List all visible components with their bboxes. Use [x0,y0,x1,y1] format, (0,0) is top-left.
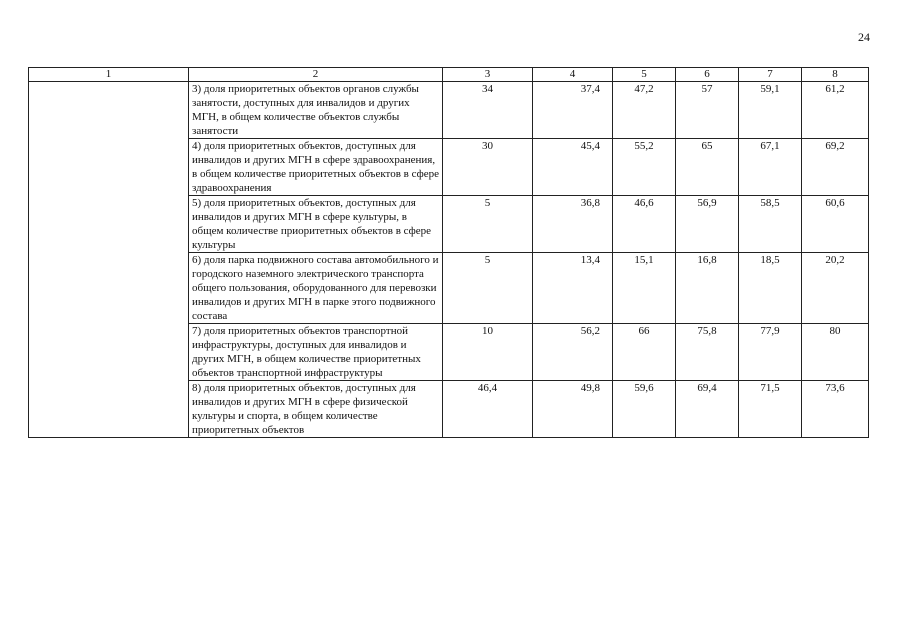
row-description: 6) доля парка подвижного состава автомобильного и городского наземного электрического транспорта общего пользования, оборудованного для перевозки инвалидов и других МГН в парке этого подвижного состава [189,253,443,324]
header-cell-8: 8 [802,68,869,82]
value-col-5: 15,1 [613,253,676,324]
value-col-6: 69,4 [676,381,739,438]
value-col-4: 49,8 [533,381,613,438]
row-description: 8) доля приоритетных объектов, доступных для инвалидов и других МГН в сфере физической культуры и спорта, в общем количестве приоритетных объектов [189,381,443,438]
value-col-6: 56,9 [676,196,739,253]
value-col-3: 5 [443,253,533,324]
value-col-7: 18,5 [739,253,802,324]
header-cell-6: 6 [676,68,739,82]
value-col-4: 36,8 [533,196,613,253]
value-col-8: 69,2 [802,139,869,196]
table-row [29,82,869,139]
value-col-8: 80 [802,324,869,381]
header-cell-2: 2 [189,68,443,82]
value-col-7: 71,5 [739,381,802,438]
header-cell-1: 1 [29,68,189,82]
header-row [29,68,869,82]
value-col-5: 59,6 [613,381,676,438]
value-col-7: 77,9 [739,324,802,381]
value-col-3: 5 [443,196,533,253]
header-cell-5: 5 [613,68,676,82]
value-col-8: 61,2 [802,82,869,139]
value-col-3: 34 [443,82,533,139]
indicators-table [28,67,869,438]
value-col-6: 57 [676,82,739,139]
value-col-4: 37,4 [533,82,613,139]
header-cell-4: 4 [533,68,613,82]
value-col-5: 55,2 [613,139,676,196]
value-col-8: 20,2 [802,253,869,324]
header-cell-3: 3 [443,68,533,82]
value-col-4: 13,4 [533,253,613,324]
value-col-8: 73,6 [802,381,869,438]
value-col-8: 60,6 [802,196,869,253]
value-col-7: 67,1 [739,139,802,196]
header-cell-7: 7 [739,68,802,82]
value-col-5: 46,6 [613,196,676,253]
value-col-3: 46,4 [443,381,533,438]
value-col-5: 47,2 [613,82,676,139]
value-col-3: 10 [443,324,533,381]
row-description: 3) доля приоритетных объектов органов службы занятости, доступных для инвалидов и других МГН, в общем количестве объектов службы занятости [189,82,443,139]
value-col-4: 45,4 [533,139,613,196]
value-col-7: 59,1 [739,82,802,139]
value-col-3: 30 [443,139,533,196]
value-col-4: 56,2 [533,324,613,381]
value-col-5: 66 [613,324,676,381]
row-description: 4) доля приоритетных объектов, доступных для инвалидов и других МГН в сфере здравоохранения, в общем количестве приоритетных объектов в сфере здравоохранения [189,139,443,196]
value-col-7: 58,5 [739,196,802,253]
row-description: 5) доля приоритетных объектов, доступных для инвалидов и других МГН в сфере культуры, в общем количестве приоритетных объектов в сфере культуры [189,196,443,253]
empty-column-cell [29,82,189,438]
value-col-6: 75,8 [676,324,739,381]
row-description: 7) доля приоритетных объектов транспортной инфраструктуры, доступных для инвалидов и других МГН, в общем количестве приоритетных объектов транспортной инфраструктуры [189,324,443,381]
value-col-6: 16,8 [676,253,739,324]
page-number: 24 [858,30,870,44]
value-col-6: 65 [676,139,739,196]
